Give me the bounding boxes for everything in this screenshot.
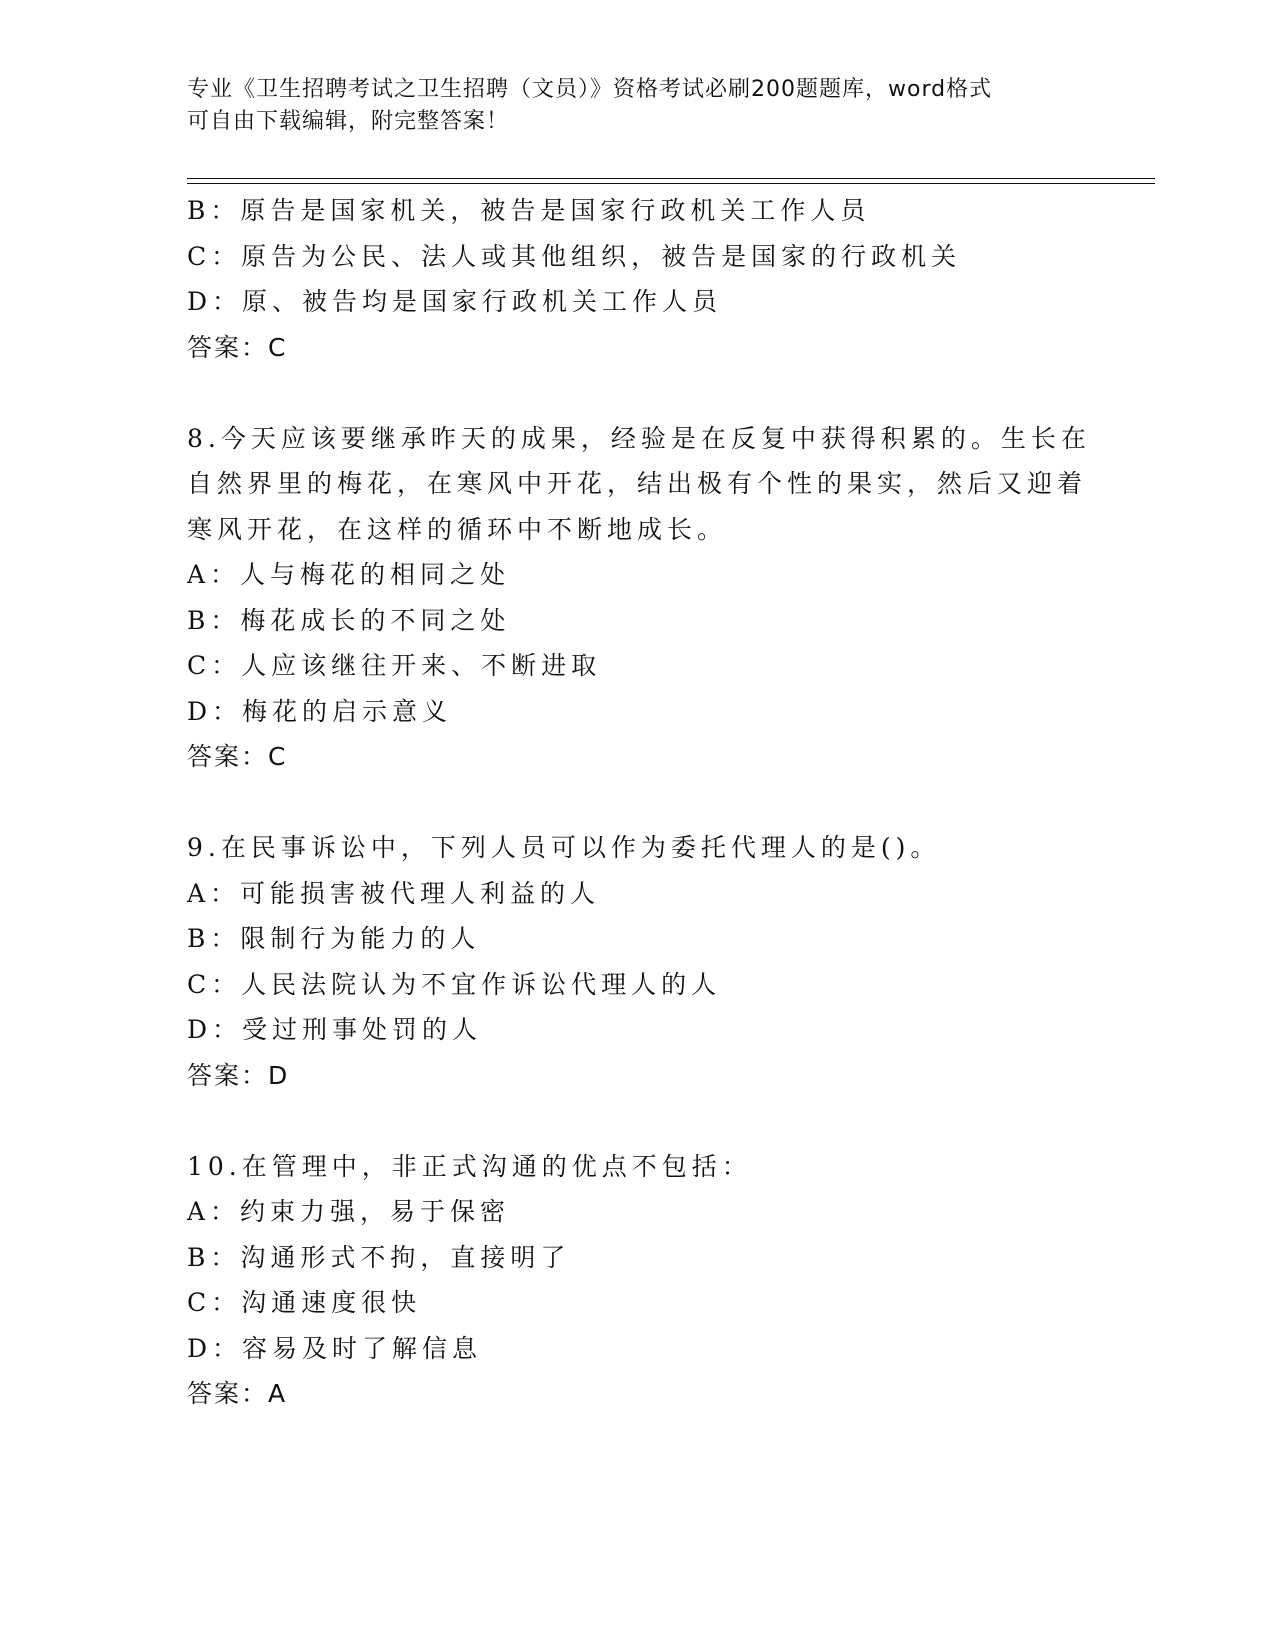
header-divider-top — [187, 178, 1155, 179]
option-d: D：原、被告均是国家行政机关工作人员 — [187, 287, 723, 316]
option-a: A：人与梅花的相同之处 — [187, 560, 511, 589]
answer-line: 答案：C — [187, 332, 288, 362]
question-list — [187, 188, 1091, 1417]
option-b: B：梅花成长的不同之处 — [187, 605, 511, 635]
option-b: B：限制行为能力的人 — [187, 924, 481, 953]
spacer — [187, 780, 1087, 826]
header-line-1: 专业《卫生招聘考试之卫生招聘（文员）》资格考试必刷200题题库，word格式 — [187, 77, 993, 102]
question-stem-line: 寒风开花，在这样的循环中不断地成长。 — [187, 514, 728, 544]
question-9 — [187, 825, 1087, 1098]
question-8 — [187, 416, 1091, 780]
answer-line: 答案：C — [187, 742, 288, 771]
question-10 — [187, 1144, 1087, 1417]
option-d: D：容易及时了解信息 — [187, 1333, 483, 1363]
header-line-2: 可自由下载编辑，附完整答案！ — [187, 109, 510, 134]
option-d: D：梅花的启示意义 — [187, 696, 453, 726]
question-stem-line: 自然界里的梅花，在寒风中开花，结出极有个性的果实，然后又迎着 — [187, 469, 1088, 498]
header-divider-bottom — [187, 183, 1155, 184]
spacer — [187, 1098, 1087, 1144]
question-7-tail — [187, 188, 1087, 370]
option-d: D：受过刑事处罚的人 — [187, 1015, 483, 1044]
question-stem-line: 8.今天应该要继承昨天的成果，经验是在反复中获得积累的。生长在 — [187, 423, 1091, 453]
option-a: A：约束力强，易于保密 — [187, 1197, 511, 1226]
document-header — [187, 74, 1087, 138]
option-b: B：沟通形式不拘，直接明了 — [187, 1242, 571, 1272]
option-a: A：可能损害被代理人利益的人 — [187, 878, 601, 908]
option-c: C：人应该继往开来、不断进取 — [187, 651, 602, 680]
option-c: C：沟通速度很快 — [187, 1288, 422, 1317]
option-c: C：人民法院认为不宜作诉讼代理人的人 — [187, 969, 722, 999]
answer-line: 答案：D — [187, 1060, 290, 1090]
answer-line: 答案：A — [187, 1379, 288, 1408]
question-stem-line: 9.在民事诉讼中，下列人员可以作为委托代理人的是()。 — [187, 833, 941, 862]
spacer — [187, 370, 1087, 416]
option-c: C：原告为公民、法人或其他组织，被告是国家的行政机关 — [187, 241, 962, 271]
option-b: B：原告是国家机关，被告是国家行政机关工作人员 — [187, 196, 871, 225]
question-stem-line: 10.在管理中，非正式沟通的优点不包括： — [187, 1151, 752, 1181]
